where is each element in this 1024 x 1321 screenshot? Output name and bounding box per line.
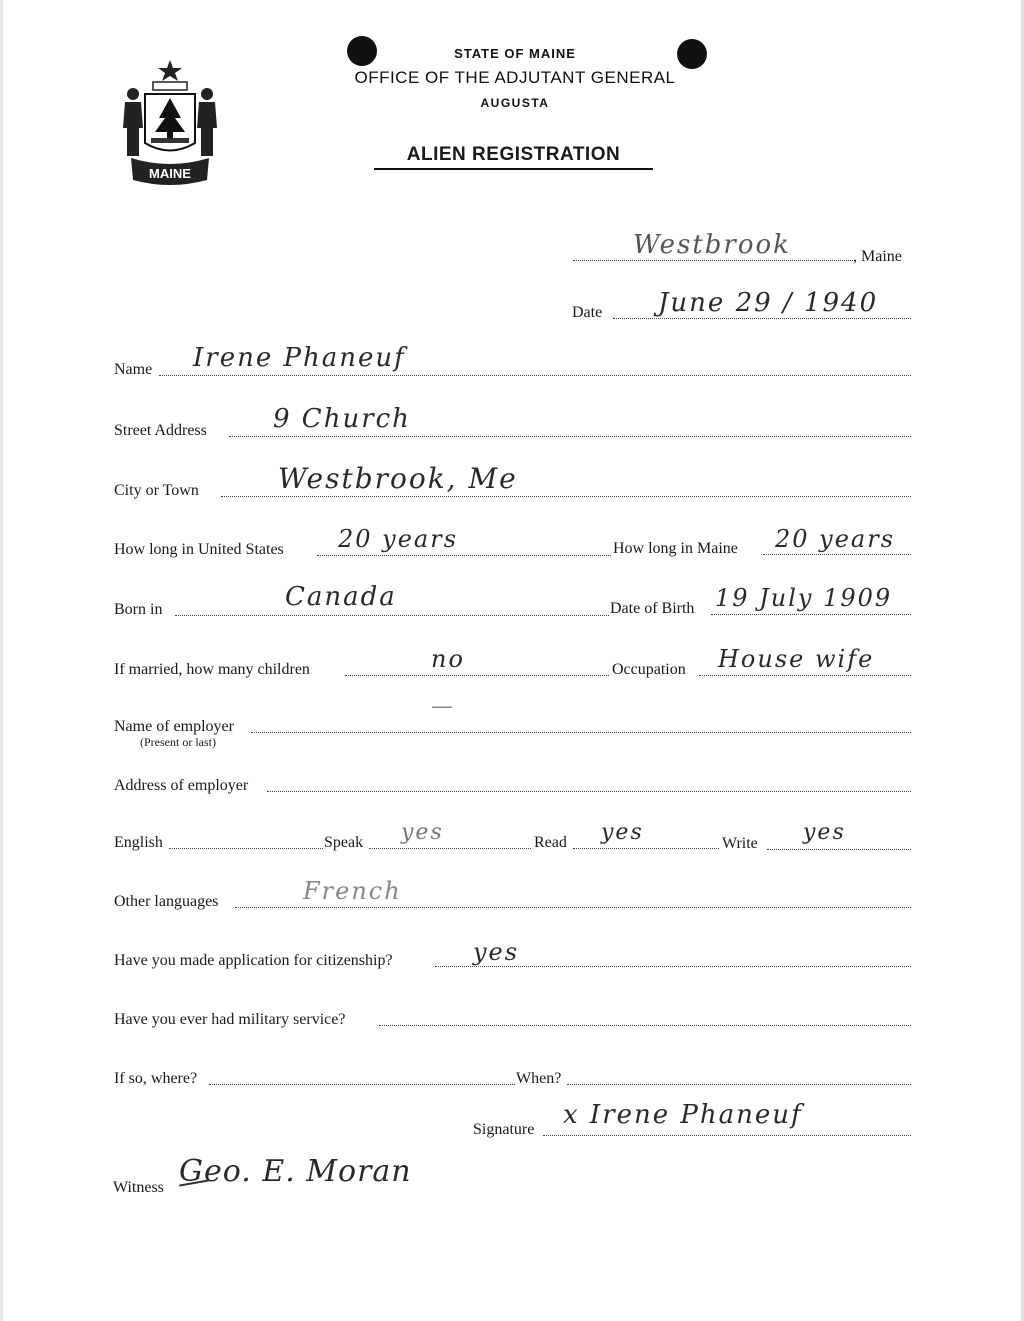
read-label: Read bbox=[534, 834, 567, 851]
speak-value[interactable]: yes bbox=[401, 820, 444, 845]
born-in-label: Born in bbox=[114, 601, 163, 618]
name-line bbox=[159, 375, 911, 376]
us-years-line bbox=[317, 555, 611, 556]
read-value[interactable]: yes bbox=[601, 820, 644, 845]
occupation-line bbox=[699, 675, 911, 676]
city-value[interactable]: Westbrook, Me bbox=[278, 462, 518, 495]
date-line bbox=[613, 318, 911, 319]
english-line bbox=[169, 848, 323, 849]
other-languages-label: Other languages bbox=[114, 893, 219, 910]
city-line bbox=[221, 496, 911, 497]
children-line bbox=[345, 675, 609, 676]
name-value[interactable]: Irene Phaneuf bbox=[193, 343, 406, 373]
military-label: Have you ever had military service? bbox=[114, 1011, 346, 1028]
street-value[interactable]: 9 Church bbox=[273, 404, 411, 434]
maine-suffix: , Maine bbox=[853, 248, 902, 265]
city-label: City or Town bbox=[114, 482, 199, 499]
where-line bbox=[209, 1084, 515, 1085]
where-label: If so, where? bbox=[114, 1070, 198, 1087]
witness-value[interactable]: Geo. E. Moran bbox=[179, 1154, 412, 1189]
occupation-value[interactable]: House wife bbox=[718, 645, 875, 673]
speak-label: Speak bbox=[324, 834, 364, 851]
children-value[interactable]: no bbox=[431, 645, 465, 673]
children-label: If married, how many children bbox=[114, 661, 310, 678]
us-years-value[interactable]: 20 years bbox=[338, 525, 459, 553]
employer-value[interactable]: — bbox=[431, 694, 453, 719]
military-line bbox=[379, 1025, 911, 1026]
employer-address-label: Address of employer bbox=[114, 777, 249, 794]
employer-sublabel: (Present or last) bbox=[140, 735, 216, 749]
office-heading: OFFICE OF THE ADJUTANT GENERAL bbox=[354, 68, 676, 87]
citizenship-label: Have you made application for citizenship? bbox=[114, 952, 393, 969]
maine-years-label: How long in Maine bbox=[613, 540, 738, 557]
dob-line bbox=[711, 614, 911, 615]
employer-label: Name of employer bbox=[114, 718, 234, 735]
when-line bbox=[567, 1084, 911, 1085]
signature-value[interactable]: x Irene Phaneuf bbox=[563, 1100, 803, 1130]
employer-line bbox=[251, 732, 911, 733]
speak-line bbox=[369, 848, 531, 849]
english-label: English bbox=[114, 834, 163, 851]
other-languages-line bbox=[235, 907, 911, 908]
us-years-label: How long in United States bbox=[114, 541, 284, 558]
when-label: When? bbox=[516, 1070, 562, 1087]
seal-label: MAINE bbox=[149, 166, 191, 181]
maine-years-line bbox=[763, 554, 911, 555]
occupation-label: Occupation bbox=[612, 661, 686, 678]
citizenship-value[interactable]: yes bbox=[473, 938, 520, 966]
write-line bbox=[767, 849, 911, 850]
maine-years-value[interactable]: 20 years bbox=[775, 525, 896, 553]
name-label: Name bbox=[114, 361, 153, 378]
place-line bbox=[573, 260, 853, 261]
date-value: June 29 / 1940 bbox=[658, 288, 879, 318]
street-line bbox=[229, 436, 911, 437]
witness-label: Witness bbox=[113, 1179, 164, 1196]
citizenship-line bbox=[435, 966, 911, 967]
born-in-line bbox=[175, 615, 609, 616]
city-heading: AUGUSTA bbox=[480, 96, 550, 110]
form-title-text: ALIEN REGISTRATION bbox=[406, 144, 621, 165]
dob-value[interactable]: 19 July 1909 bbox=[715, 584, 893, 612]
write-label: Write bbox=[722, 835, 758, 852]
other-languages-value[interactable]: French bbox=[303, 877, 402, 905]
signature-line bbox=[543, 1135, 911, 1136]
date-label: Date bbox=[572, 304, 603, 321]
signature-label: Signature bbox=[473, 1121, 535, 1138]
state-heading: STATE OF MAINE bbox=[454, 46, 576, 61]
employer-address-line bbox=[267, 791, 911, 792]
form-title bbox=[374, 144, 653, 170]
place-value: Westbrook bbox=[633, 230, 791, 260]
street-label: Street Address bbox=[114, 422, 207, 439]
born-in-value[interactable]: Canada bbox=[285, 582, 397, 612]
read-line bbox=[573, 848, 719, 849]
write-value[interactable]: yes bbox=[803, 820, 846, 845]
dob-label: Date of Birth bbox=[610, 600, 695, 617]
